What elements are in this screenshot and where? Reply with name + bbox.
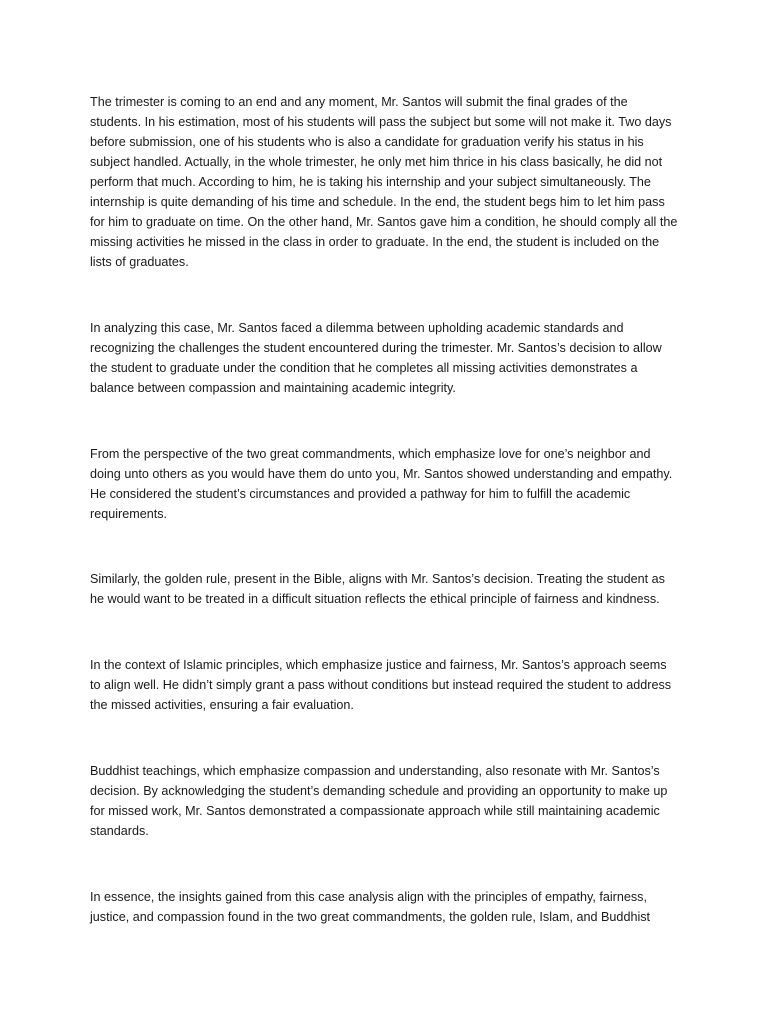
document-body — [90, 92, 680, 927]
paragraph-conclusion: In essence, the insights gained from this case analysis align with the principles of empathy, fairness, justice, and compassion found in the two great commandments, the golden rule, Islam, and Buddhist — [90, 890, 651, 924]
paragraph-islamic-principles: In the context of Islamic principles, which emphasize justice and fairness, Mr. Santos’s approach seems to align well. He didn’t simply grant a pass without conditions but instead required the student to address the missed activities, ensuring a fair evaluation. — [90, 658, 672, 712]
paragraph-analysis: In analyzing this case, Mr. Santos faced a dilemma between upholding academic standards and recognizing the challenges the student encountered during the trimester. Mr. Santos’s decision to allow the student to graduate under the condition that he completes all missing activities demonstrates a balance between compassion and maintaining academic integrity. — [90, 321, 662, 395]
paragraph-buddhist-teachings: Buddhist teachings, which emphasize compassion and understanding, also resonate with Mr. Santos’s decision. By acknowledging the student’s demanding schedule and providing an opportunity to make up for missed work, Mr. Santos demonstrated a compassionate approach while still maintaining academic standards. — [90, 764, 668, 838]
paragraph-golden-rule: Similarly, the golden rule, present in the Bible, aligns with Mr. Santos’s decision. Treating the student as he would want to be treated in a difficult situation reflects the ethical principle of fairness and kindness. — [90, 572, 665, 606]
paragraph-case-description: The trimester is coming to an end and any moment, Mr. Santos will submit the final grades of the students. In his estimation, most of his students will pass the subject but some will not make it. Two days before submission, one of his students who is also a candidate for graduation verify his status in his subject handled. Actually, in the whole trimester, he only met him thrice in his class basically, he did not perform that much. According to him, he is taking his internship and your subject simultaneously. The internship is quite demanding of his time and schedule. In the end, the student begs him to let him pass for him to graduate on time. On the other hand, Mr. Santos gave him a condition, he should comply all the missing activities he missed in the class in order to graduate. In the end, the student is included on the lists of graduates. — [90, 95, 678, 269]
paragraph-great-commandments: From the perspective of the two great commandments, which emphasize love for one’s neighbor and doing unto others as you would have them do unto you, Mr. Santos showed understanding and empathy. He considered the student’s circumstances and provided a pathway for him to fulfill the academic requirements. — [90, 447, 673, 521]
